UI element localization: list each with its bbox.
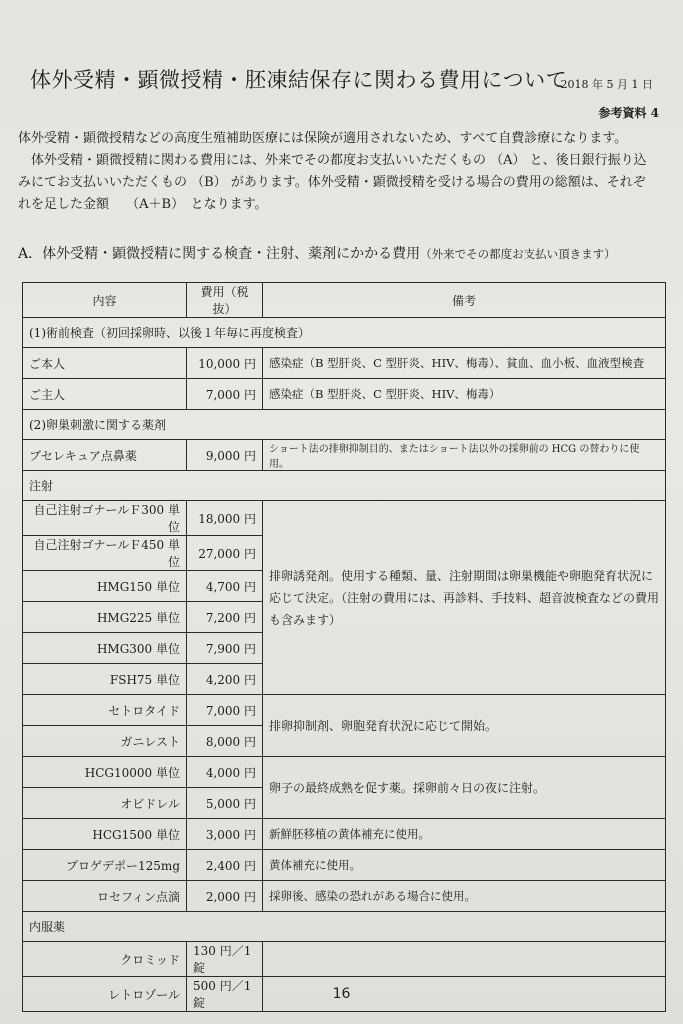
fee-cell: 2,400 円	[187, 850, 263, 881]
table-row	[23, 348, 666, 379]
section-a-title: A．体外受精・顕微授精に関する検査・注射、薬剤にかかる費用	[18, 246, 421, 262]
item-cell: ご主人	[23, 379, 187, 410]
fee-table	[22, 282, 666, 1012]
item-cell: ブセレキュア点鼻薬	[23, 440, 187, 471]
intro-line: れを足した金額 （A＋B） となります。	[18, 197, 268, 212]
fee-cell: 7,000 円	[187, 379, 263, 410]
fee-cell: 7,000 円	[187, 695, 263, 726]
document-title: 体外受精・顕微授精・胚凍結保存に関わる費用について	[30, 68, 568, 92]
note-cell: 感染症（B 型肝炎、C 型肝炎、HIV、梅毒）	[263, 379, 666, 410]
header-note: 備考	[263, 283, 666, 318]
table-row	[23, 819, 666, 850]
page-number: 16	[332, 986, 351, 1002]
fee-cell: 10,000 円	[187, 348, 263, 379]
item-cell: HMG150 単位	[23, 571, 187, 602]
intro-line: みにてお支払いいただくもの （B） があります。体外受精・顕微授精を受ける場合の費用の総額は、それぞ	[18, 175, 646, 190]
section-a-note: （外来でその都度お支払い頂きます）	[420, 247, 616, 261]
note-cell: 新鮮胚移植の黄体補充に使用。	[263, 819, 666, 850]
table-row	[23, 881, 666, 912]
fee-cell: 8,000 円	[187, 726, 263, 757]
table-row	[23, 501, 666, 536]
item-cell: ガニレスト	[23, 726, 187, 757]
table-header-row	[23, 283, 666, 318]
item-cell: 自己注射ゴナールＦ300 単位	[23, 501, 187, 536]
table-row	[23, 379, 666, 410]
fee-cell: 130 円／1 錠	[187, 942, 263, 977]
item-cell: HMG225 単位	[23, 602, 187, 633]
table-row	[23, 850, 666, 881]
item-cell: セトロタイド	[23, 695, 187, 726]
fee-cell: 7,200 円	[187, 602, 263, 633]
item-cell: HCG1500 単位	[23, 819, 187, 850]
note-cell: 卵子の最終成熟を促す薬。採卵前々日の夜に注射。	[263, 757, 666, 819]
note-cell	[263, 942, 666, 977]
fee-cell: 4,700 円	[187, 571, 263, 602]
note-cell: 採卵後、感染の恐れがある場合に使用。	[263, 881, 666, 912]
note-cell: ショート法の排卵抑制目的、またはショート法以外の採卵前の HCG の替わりに使用。	[263, 440, 666, 471]
item-cell: ご本人	[23, 348, 187, 379]
item-cell: HCG10000 単位	[23, 757, 187, 788]
note-cell: 排卵誘発剤。使用する種類、量、注射期間は卵巣機能や卵胞発育状況に応じて決定。（注射の費用には、再診料、手技料、超音波検査などの費用も含みます）	[263, 501, 666, 695]
group-oral-medication: 内服薬	[23, 912, 666, 942]
group-row	[23, 318, 666, 348]
item-cell: オビドレル	[23, 788, 187, 819]
group-preop-tests: (1)術前検査（初回採卵時、以後１年毎に再度検査）	[23, 318, 666, 348]
section-a-heading	[18, 243, 668, 263]
fee-cell: 4,200 円	[187, 664, 263, 695]
note-cell: 黄体補充に使用。	[263, 850, 666, 881]
fee-cell: 18,000 円	[187, 501, 263, 536]
item-cell: HMG300 単位	[23, 633, 187, 664]
intro-line: 体外受精・顕微授精に関わる費用には、外来でその都度お支払いいただくもの （A） と、後日銀行振り込	[31, 153, 647, 168]
header-item: 内容	[23, 283, 187, 318]
header-fee: 費用（税抜）	[187, 283, 263, 318]
note-cell: 感染症（B 型肝炎、C 型肝炎、HIV、梅毒）、貧血、血小板、血液型検査	[263, 348, 666, 379]
fee-cell: 5,000 円	[187, 788, 263, 819]
group-row	[23, 912, 666, 942]
table-row	[23, 440, 666, 471]
fee-cell: 3,000 円	[187, 819, 263, 850]
group-row	[23, 410, 666, 440]
item-cell: レトロゾール	[23, 977, 187, 1012]
intro-line: 体外受精・顕微授精などの高度生殖補助医療には保険が適用されないため、すべて自費診療になります。	[18, 131, 628, 146]
item-cell: 自己注射ゴナールＦ450 単位	[23, 536, 187, 571]
item-cell: FSH75 単位	[23, 664, 187, 695]
fee-cell: 27,000 円	[187, 536, 263, 571]
fee-cell: 4,000 円	[187, 757, 263, 788]
fee-cell: 2,000 円	[187, 881, 263, 912]
table-row	[23, 942, 666, 977]
group-ovarian-stimulation: (2)卵巣刺激に関する薬剤	[23, 410, 666, 440]
table-row	[23, 695, 666, 726]
document-date: 2018 年 5 月 1 日	[560, 78, 653, 91]
reference-label: 参考資料 4	[598, 106, 659, 120]
fee-cell: 7,900 円	[187, 633, 263, 664]
group-row	[23, 471, 666, 501]
item-cell: プロゲデポー125mg	[23, 850, 187, 881]
fee-cell: 500 円／1 錠	[187, 977, 263, 1012]
fee-cell: 9,000 円	[187, 440, 263, 471]
table-row	[23, 757, 666, 788]
note-cell: 排卵抑制剤、卵胞発育状況に応じて開始。	[263, 695, 666, 757]
intro-paragraph	[18, 128, 666, 216]
group-injections: 注射	[23, 471, 666, 501]
item-cell: クロミッド	[23, 942, 187, 977]
item-cell: ロセフィン点滴	[23, 881, 187, 912]
